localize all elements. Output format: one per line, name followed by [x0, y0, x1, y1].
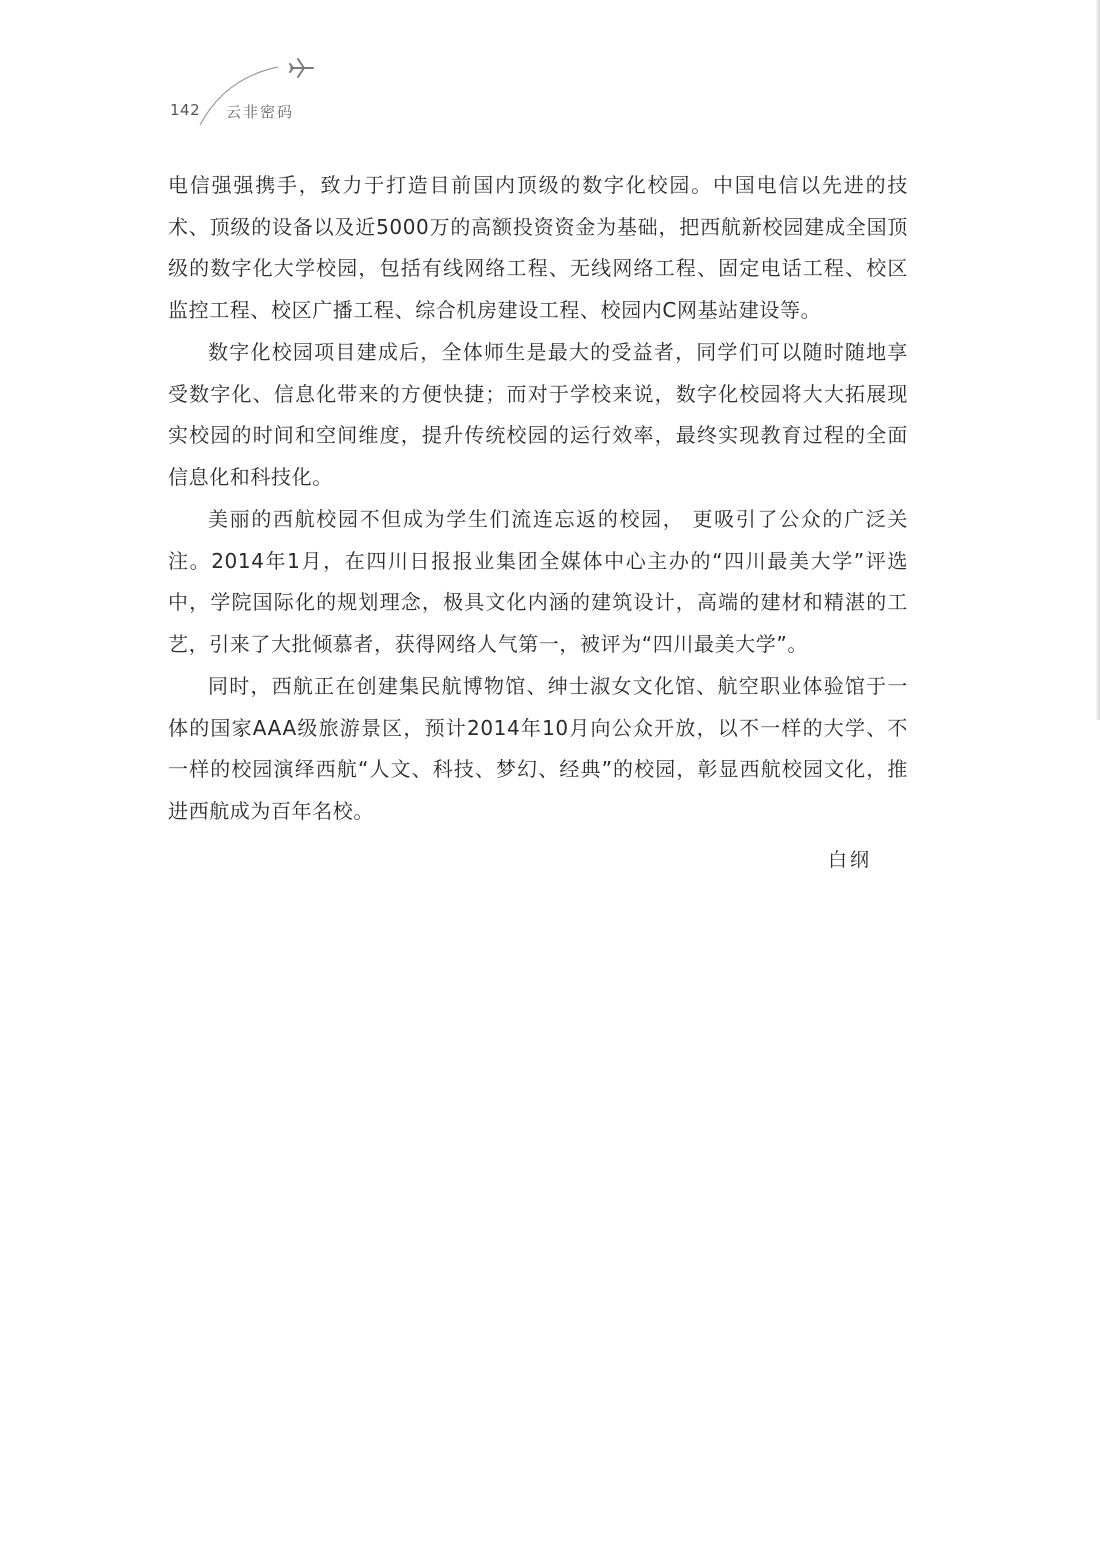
paragraph: 美丽的西航校园不但成为学生们流连忘返的校园， 更吸引了公众的广泛关注。2014年1月，在四川日报报业集团全媒体中心主办的“四川最美大学”评选中，学院国际化的规划理念，极具文化内涵的建筑设计，高端的建材和精湛的工艺，引来了大批倾慕者，获得网络人气第一，被评为“四川最美大学”。	[168, 507, 908, 656]
article-body	[168, 165, 908, 833]
airplane-icon	[290, 59, 313, 77]
paragraph: 同时，西航正在创建集民航博物馆、绅士淑女文化馆、航空职业体验馆于一体的国家AAA级旅游景区，预计2014年10月向公众开放，以不一样的大学、不一样的校园演绎西航“人文、科技、梦幻、经典”的校园，彰显西航校园文化，推进西航成为百年名校。	[168, 674, 908, 823]
paragraph: 电信强强携手，致力于打造目前国内顶级的数字化校园。中国电信以先进的技术、顶级的设备以及近5000万的高额投资资金为基础，把西航新校园建成全国顶级的数字化大学校园，包括有线网络工程、无线网络工程、固定电话工程、校区监控工程、校区广播工程、综合机房建设工程、校园内C网基站建设等。	[168, 173, 908, 322]
running-title: 云非密码	[226, 103, 295, 121]
author-signature: 白纲	[828, 849, 873, 871]
page-number: 142	[170, 101, 201, 119]
page-header	[0, 0, 1100, 140]
paragraph: 数字化校园项目建成后，全体师生是最大的受益者，同学们可以随时随地享受数字化、信息化带来的方便快捷；而对于学校来说，数字化校园将大大拓展现实校园的时间和空间维度，提升传统校园的运行效率，最终实现教育过程的全面信息化和科技化。	[168, 340, 908, 489]
header-decoration	[0, 0, 1100, 140]
